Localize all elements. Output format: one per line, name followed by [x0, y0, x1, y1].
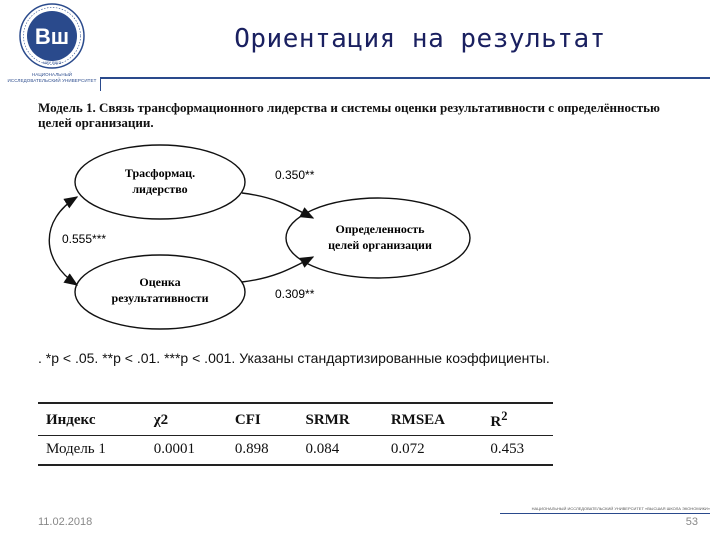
gc-label-1: Определенность	[335, 222, 425, 236]
logo-caption: НАЦИОНАЛЬНЫЙ ИССЛЕДОВАТЕЛЬСКИЙ УНИВЕРСИТЕТ	[7, 72, 97, 83]
table-row	[38, 436, 553, 466]
cell-rmsea: 0.072	[383, 436, 483, 466]
col-cfi: CFI	[227, 403, 298, 436]
cell-r2: 0.453	[482, 436, 553, 466]
page-title: Ориентация на результат	[234, 24, 606, 54]
coef-tl-gc: 0.350**	[275, 168, 315, 182]
svg-text:Вш: Вш	[34, 24, 70, 49]
col-chi2: χ2	[146, 403, 227, 436]
col-rmsea: RMSEA	[383, 403, 483, 436]
pe-label-2: результативности	[111, 291, 209, 305]
footer-date: 11.02.2018	[38, 516, 93, 528]
cell-chi2: 0.0001	[146, 436, 227, 466]
col-r2	[482, 403, 553, 436]
header-divider-tick	[100, 77, 101, 91]
cell-srmr: 0.084	[297, 436, 382, 466]
pe-label-1: Оценка	[139, 275, 181, 289]
university-logo	[12, 2, 92, 70]
significance-note: . *p < .05. **p < .01. ***p < .001. Указаны стандартизированные коэффициенты.	[38, 350, 550, 366]
arrow-tl-to-gc	[242, 193, 313, 218]
tl-label-1: Трасформац.	[124, 166, 196, 180]
logo-text: НИУ ВШЭ	[42, 60, 62, 65]
header-divider	[100, 77, 710, 79]
footer-divider	[500, 513, 710, 514]
gc-label-2: целей организации	[328, 238, 432, 252]
tl-label-2: лидерство	[132, 182, 188, 196]
fit-indices-table	[38, 402, 553, 466]
model-caption: Модель 1. Связь трансформационного лидерства и системы оценки результативности с определённостью целей организации.	[38, 100, 660, 130]
table-header-row	[38, 403, 553, 436]
footer-university: НАЦИОНАЛЬНЫЙ ИССЛЕДОВАТЕЛЬСКИЙ УНИВЕРСИТЕТ «ВЫСШАЯ ШКОЛА ЭКОНОМИКИ»	[531, 506, 710, 511]
col-index: Индекс	[38, 403, 146, 436]
coef-correlation: 0.555***	[62, 232, 107, 246]
col-r2-label: R	[490, 414, 502, 430]
cell-model: Модель 1	[38, 436, 146, 466]
page-number: 53	[685, 516, 698, 528]
coef-pe-gc: 0.309**	[275, 287, 315, 301]
path-diagram	[30, 135, 490, 340]
col-r2-sup: 2	[501, 409, 508, 423]
col-srmr: SRMR	[297, 403, 382, 436]
cell-cfi: 0.898	[227, 436, 298, 466]
